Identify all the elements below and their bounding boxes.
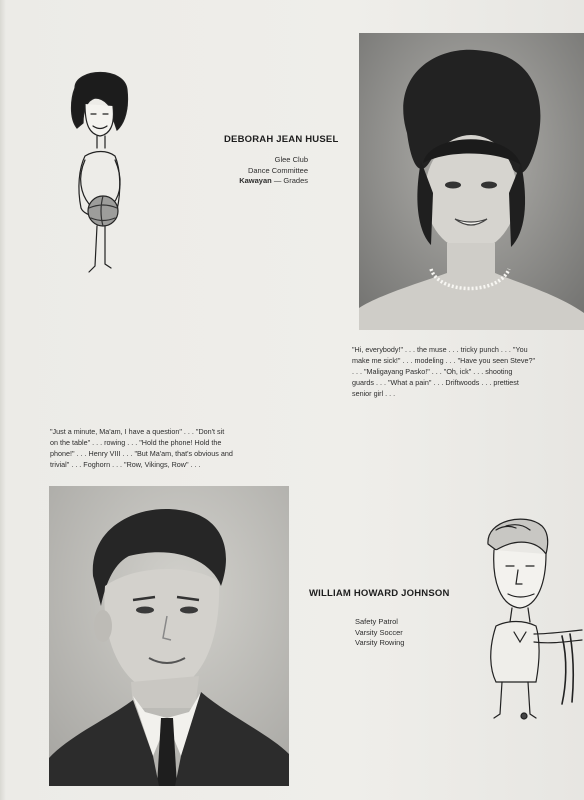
activity-highlight: Kawayan (239, 176, 272, 185)
quote-line: senior girl . . . (352, 389, 396, 398)
activities-list (205, 155, 308, 187)
activities-list (355, 617, 404, 649)
quote-line: on the table" . . . rowing . . . "Hold the phone! Hold the (50, 438, 222, 447)
activity-item: Varsity Soccer (355, 627, 403, 637)
activity-item: Safety Patrol (355, 617, 398, 626)
senior-quote (50, 426, 289, 470)
senior-quote (352, 344, 574, 399)
portrait-photo-william (49, 486, 289, 786)
portrait-photo-deborah (359, 33, 584, 330)
activity-item: Glee Club (274, 155, 308, 164)
activity-suffix: — Grades (271, 176, 308, 185)
quote-line: phone!" . . . Henry VIII . . . "But Ma'am, that's obvious and (50, 449, 233, 458)
senior-name: WILLIAM HOWARD JOHNSON (309, 588, 450, 599)
activity-item: Dance Committee (247, 165, 308, 175)
activity-item (205, 176, 308, 187)
quote-line: trivial" . . . Foghorn . . . "Row, Vikings, Row" . . . (50, 460, 201, 469)
quote-line: . . . "Maligayang Pasko!" . . . "Oh, ick" . . . shooting (352, 367, 513, 376)
quote-line: guards . . . "What a pain" . . . Driftwoods . . . prettiest (352, 378, 519, 387)
quote-line: "Hi, everybody!" . . . the muse . . . tricky punch . . . "You (352, 345, 528, 354)
senior-name: DEBORAH JEAN HUSEL (224, 134, 339, 145)
quote-line: make me sick!" . . . modeling . . . "Have you seen Steve?" (352, 356, 536, 365)
caricature-drawing-william (466, 510, 584, 725)
quote-line: "Just a minute, Ma'am, I have a question" . . . "Don't sit (50, 427, 225, 436)
caricature-drawing-deborah (55, 68, 150, 280)
activity-item: Varsity Rowing (355, 638, 405, 647)
